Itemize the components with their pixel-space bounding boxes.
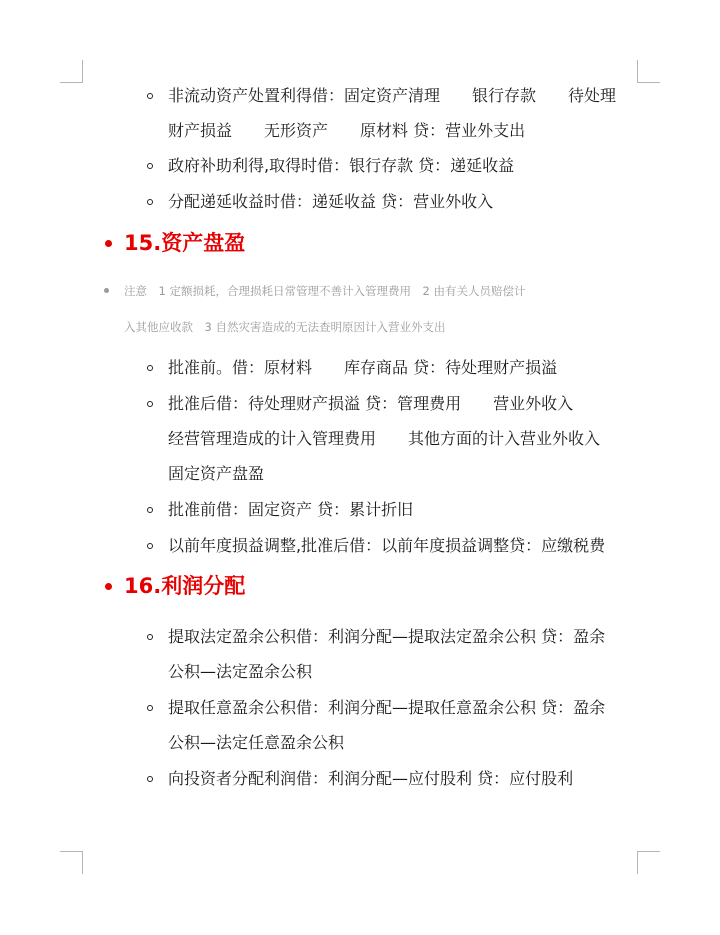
list-item-text-continued: 财产损益 无形资产 原材料 贷：营业外支出 [168, 121, 526, 140]
list-item-text-continued: 经营管理造成的计入管理费用 其他方面的计入营业外收入 [168, 429, 601, 448]
hollow-bullet-icon [147, 163, 153, 169]
list-item-text: 提取任意盈余公积借：利润分配—提取任意盈余公积 贷：盈余 [168, 698, 606, 717]
list-item-text: 非流动资产处置利得借：固定资产清理 银行存款 待处理 [168, 86, 617, 105]
list-item-text-continued: 公积—法定任意盈余公积 [168, 733, 345, 752]
section-heading: 16.利润分配 [124, 574, 246, 598]
hollow-bullet-icon [147, 776, 153, 782]
hollow-bullet-icon [147, 401, 153, 407]
note-text: 注意 1 定额损耗，合理损耗日常管理不善计入管理费用 2 由有关人员赔偿计 [124, 284, 526, 298]
hollow-bullet-icon [147, 93, 153, 99]
page-corner-mark-top-right [637, 60, 660, 83]
list-item-text: 政府补助利得,取得时借：银行存款 贷：递延收益 [168, 156, 515, 175]
page-corner-mark-bottom-right [637, 851, 660, 874]
list-item-text: 批准后借：待处理财产损溢 贷：管理费用 营业外收入 [168, 394, 574, 413]
hollow-bullet-icon [147, 365, 153, 371]
section-heading: 15.资产盘盈 [124, 231, 246, 255]
list-item-text: 提取法定盈余公积借：利润分配—提取法定盈余公积 贷：盈余 [168, 627, 606, 646]
hollow-bullet-icon [147, 705, 153, 711]
hollow-bullet-icon [147, 507, 153, 513]
list-item-text: 向投资者分配利润借：利润分配—应付股利 贷：应付股利 [168, 769, 574, 788]
page-corner-mark-bottom-left [60, 851, 83, 874]
list-item-text-continued: 固定资产盘盈 [168, 464, 265, 483]
list-item-text: 批准前借：固定资产 贷：累计折旧 [168, 500, 414, 519]
hollow-bullet-icon [147, 199, 153, 205]
list-item-text: 以前年度损益调整,批准后借：以前年度损益调整贷：应缴税费 [168, 536, 606, 555]
page-corner-mark-top-left [60, 60, 83, 83]
list-item-text: 批准前。借：原材料 库存商品 贷：待处理财产损溢 [168, 358, 558, 377]
list-item-text-continued: 公积—法定盈余公积 [168, 662, 313, 681]
red-bullet-icon [105, 240, 112, 247]
grey-bullet-icon [104, 288, 109, 293]
list-item-text: 分配递延收益时借：递延收益 贷：营业外收入 [168, 192, 494, 211]
hollow-bullet-icon [147, 543, 153, 549]
hollow-bullet-icon [147, 634, 153, 640]
red-bullet-icon [105, 583, 112, 590]
note-text-continued: 入其他应收款 3 自然灾害造成的无法查明原因计入营业外支出 [124, 320, 446, 334]
